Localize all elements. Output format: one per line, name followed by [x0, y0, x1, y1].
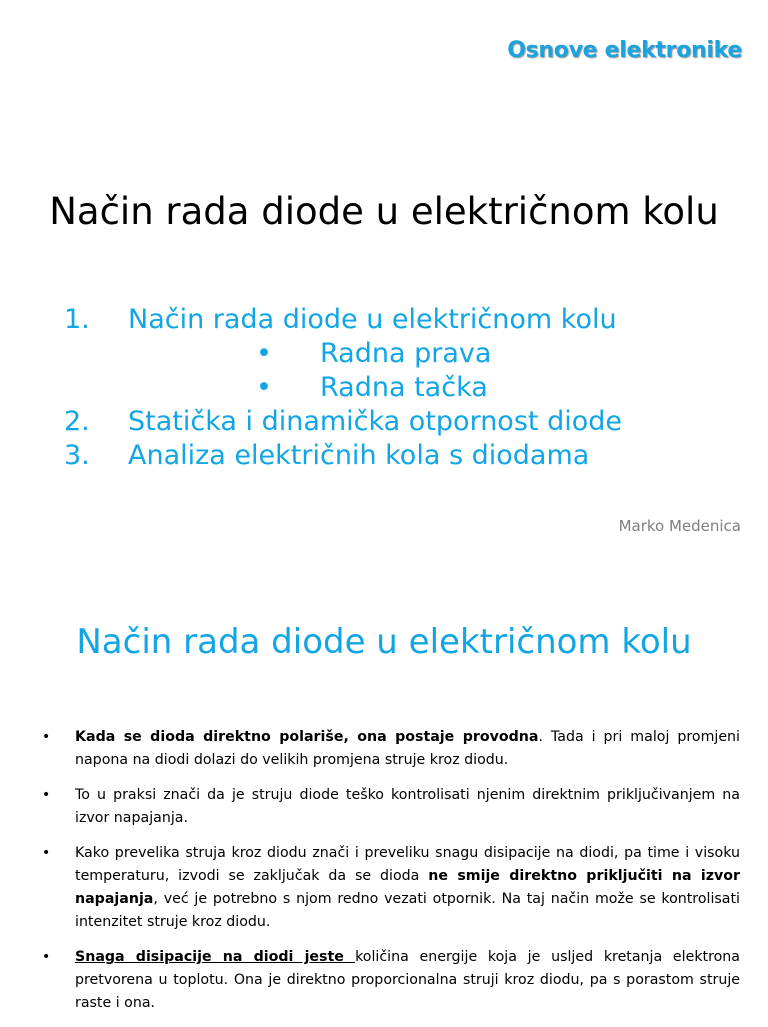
toc-item — [0, 405, 768, 439]
bullet-dot: • — [42, 729, 51, 745]
list-item — [40, 842, 740, 934]
toc-label: Način rada diode u električnom kolu — [128, 304, 617, 335]
bullet-text: To u praksi znači da je struju diode teško kontrolisati njenim direktnim priključivanjem na izvor napajanja. — [75, 787, 740, 826]
bullet-dot: • — [42, 949, 51, 965]
toc-item — [0, 303, 768, 337]
bold-phrase: ne smije direktno priključiti na izvor napajanja — [75, 868, 740, 907]
toc-number: 1. — [64, 304, 90, 335]
page-title: Način rada diode u električnom kolu — [49, 189, 719, 233]
bullet-text: količina energije koja je usljed kretanja elektrona pretvorena u toplotu. Ona je direktno proporcionalna struji kroz diodu, pa s porastom struje raste i ona. — [75, 949, 740, 1011]
bullet-list — [40, 726, 740, 1027]
table-of-contents — [0, 303, 768, 473]
course-brand: Osnove elektronike — [507, 38, 742, 63]
bullet-dot: • — [42, 845, 51, 861]
toc-label: Radna tačka — [320, 372, 488, 403]
toc-bullet: • — [256, 338, 272, 369]
toc-number: 3. — [64, 440, 90, 471]
underlined-term: Snaga disipacije na diodi jeste — [75, 949, 356, 965]
list-item — [40, 784, 740, 830]
toc-item — [0, 439, 768, 473]
list-item — [40, 946, 740, 1015]
toc-subitem — [0, 371, 768, 405]
bold-phrase: Kada se dioda direktno polariše, ona postaje provodna — [75, 729, 539, 745]
section-title: Način rada diode u električnom kolu — [76, 622, 692, 662]
toc-label: Analiza električnih kola s diodama — [128, 440, 590, 471]
bullet-text: Kako prevelika struja kroz diodu znači i preveliku snagu disipacije na diodi, pa time i visoku temperaturu, izvodi se zaključak da se dioda — [75, 845, 740, 884]
toc-label: Statička i dinamička otpornost diode — [128, 406, 622, 437]
toc-number: 2. — [64, 406, 90, 437]
toc-subitem — [0, 337, 768, 371]
slide-content — [0, 580, 768, 1024]
toc-label: Radna prava — [320, 338, 492, 369]
bullet-text: . Tada i pri maloj promjeni napona na diodi dolazi do velikih promjena struje kroz diodu. — [75, 729, 740, 768]
list-item — [40, 726, 740, 772]
author-name: Marko Medenica — [618, 517, 741, 535]
bullet-text: , već je potrebno s njom redno vezati otpornik. Na taj način može se kontrolisati intenzitet struje kroz diodu. — [75, 891, 740, 930]
bullet-dot: • — [42, 787, 51, 803]
toc-bullet: • — [256, 372, 272, 403]
